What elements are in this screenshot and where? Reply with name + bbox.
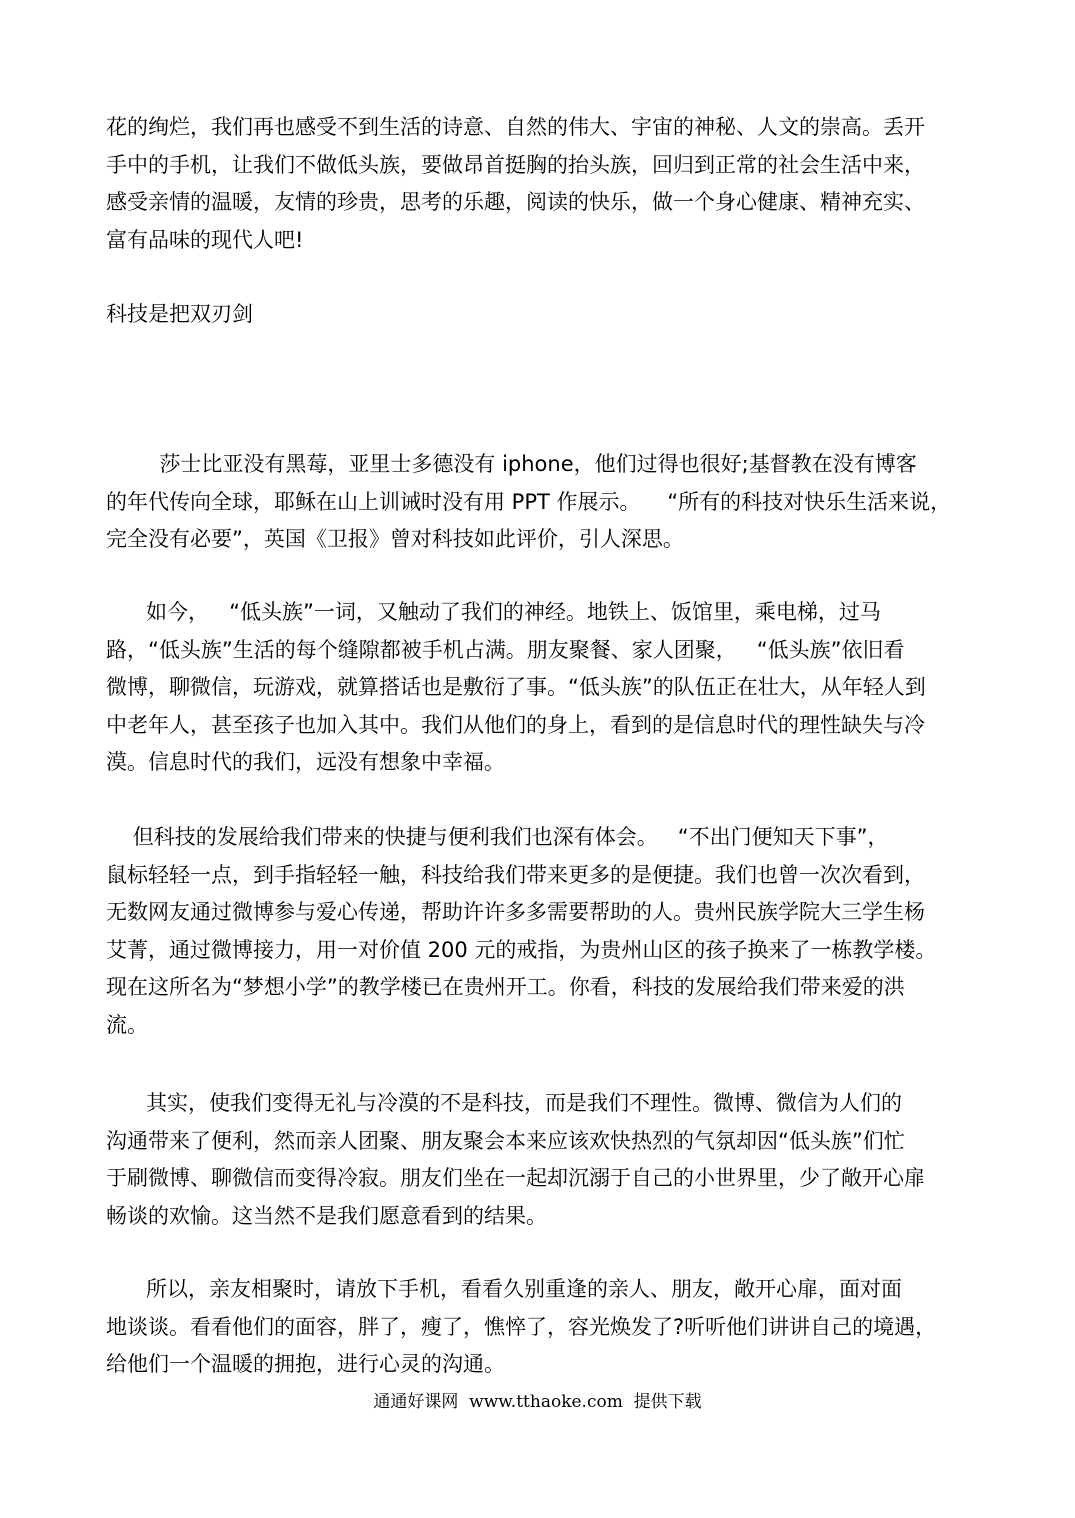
- text-line: 流。: [106, 1012, 148, 1037]
- text-line: 艾菁，通过微博接力，用一对价值 200 元的戒指，为贵州山区的孩子换来了一栋教学楼。: [106, 937, 937, 962]
- text-line: 手中的手机，让我们不做低头族，要做昂首挺胸的抬头族，回归到正常的社会生活中来，: [106, 152, 925, 177]
- text-line: 沟通带来了便利，然而亲人团聚、朋友聚会本来应该欢快热烈的气氛却因“低头族”们忙: [106, 1128, 905, 1153]
- text-line: 其实，使我们变得无礼与冷漠的不是科技，而是我们不理性。微博、微信为人们的: [106, 1091, 903, 1115]
- text-line: 花的绚烂，我们再也感受不到生活的诗意、自然的伟大、宇宙的神秘、人文的崇高。丢开: [106, 115, 925, 139]
- text-line: 现在这所名为“梦想小学”的教学楼已在贵州开工。你看，科技的发展给我们带来爱的洪: [106, 975, 905, 999]
- paragraph-1: [106, 446, 972, 559]
- text-line: 如今， “低头族”一词，又触动了我们的神经。地铁上、饭馆里，乘电梯，过马: [106, 600, 881, 624]
- text-line: 畅谈的欢愉。这当然不是我们愿意看到的结果。: [106, 1203, 547, 1228]
- paragraph-5: [106, 1271, 972, 1384]
- text-line: 的年代传向全球，耶稣在山上训诫时没有用 PPT 作展示。 “所有的科技对快乐生活来说，: [106, 489, 952, 514]
- text-line: 漠。信息时代的我们，远没有想象中幸福。: [106, 750, 505, 774]
- text-line: 给他们一个温暖的拥抱，进行心灵的沟通。: [106, 1352, 505, 1376]
- text-line: 但科技的发展给我们带来的快捷与便利我们也深有体会。 “不出门便知天下事”，: [106, 825, 889, 849]
- text-line: 路，“低头族”生活的每个缝隙都被手机占满。朋友聚餐、家人团聚， “低头族”依旧看: [106, 637, 905, 662]
- text-line: 微博，聊微信，玩游戏，就算搭话也是敷衍了事。“低头族”的队伍正在壮大，从年轻人到: [106, 675, 926, 699]
- page-footer: 通通好课网 www.tthaoke.com 提供下载: [373, 1392, 702, 1412]
- section-title-block: [106, 296, 972, 334]
- paragraph-4: [106, 1085, 972, 1235]
- paragraph-2: [106, 594, 972, 782]
- text-line: 完全没有必要”，英国《卫报》曾对科技如此评价，引人深思。: [106, 527, 684, 551]
- section-title: 科技是把双刃剑: [106, 302, 253, 326]
- text-line: 于刷微博、聊微信而变得冷寂。朋友们坐在一起却沉溺于自己的小世界里，少了敞开心扉: [106, 1166, 925, 1190]
- text-line: 中老年人，甚至孩子也加入其中。我们从他们的身上，看到的是信息时代的理性缺失与冷: [106, 712, 925, 737]
- paragraph-3: [106, 819, 972, 1044]
- text-line: 鼠标轻轻一点，到手指轻轻一触，科技给我们带来更多的是便捷。我们也曾一次次看到，: [106, 862, 925, 887]
- text-line: 地谈谈。看看他们的面容，胖了，瘦了，憔悴了，容光焕发了?听听他们讲讲自己的境遇，: [106, 1314, 937, 1339]
- text-line: 富有品味的现代人吧!: [106, 227, 304, 252]
- text-line: 所以，亲友相聚时，请放下手机，看看久别重逢的亲人、朋友，敞开心扉，面对面: [106, 1277, 903, 1301]
- text-line: 感受亲情的温暖，友情的珍贵，思考的乐趣，阅读的快乐，做一个身心健康、精神充实、: [106, 190, 925, 214]
- intro-paragraph: [106, 109, 972, 259]
- text-line: 莎士比亚没有黑莓，亚里士多德没有 iphone，他们过得也很好;基督教在没有博客: [106, 452, 917, 476]
- text-line: 无数网友通过微博参与爱心传递，帮助许许多多需要帮助的人。贵州民族学院大三学生杨: [106, 900, 925, 924]
